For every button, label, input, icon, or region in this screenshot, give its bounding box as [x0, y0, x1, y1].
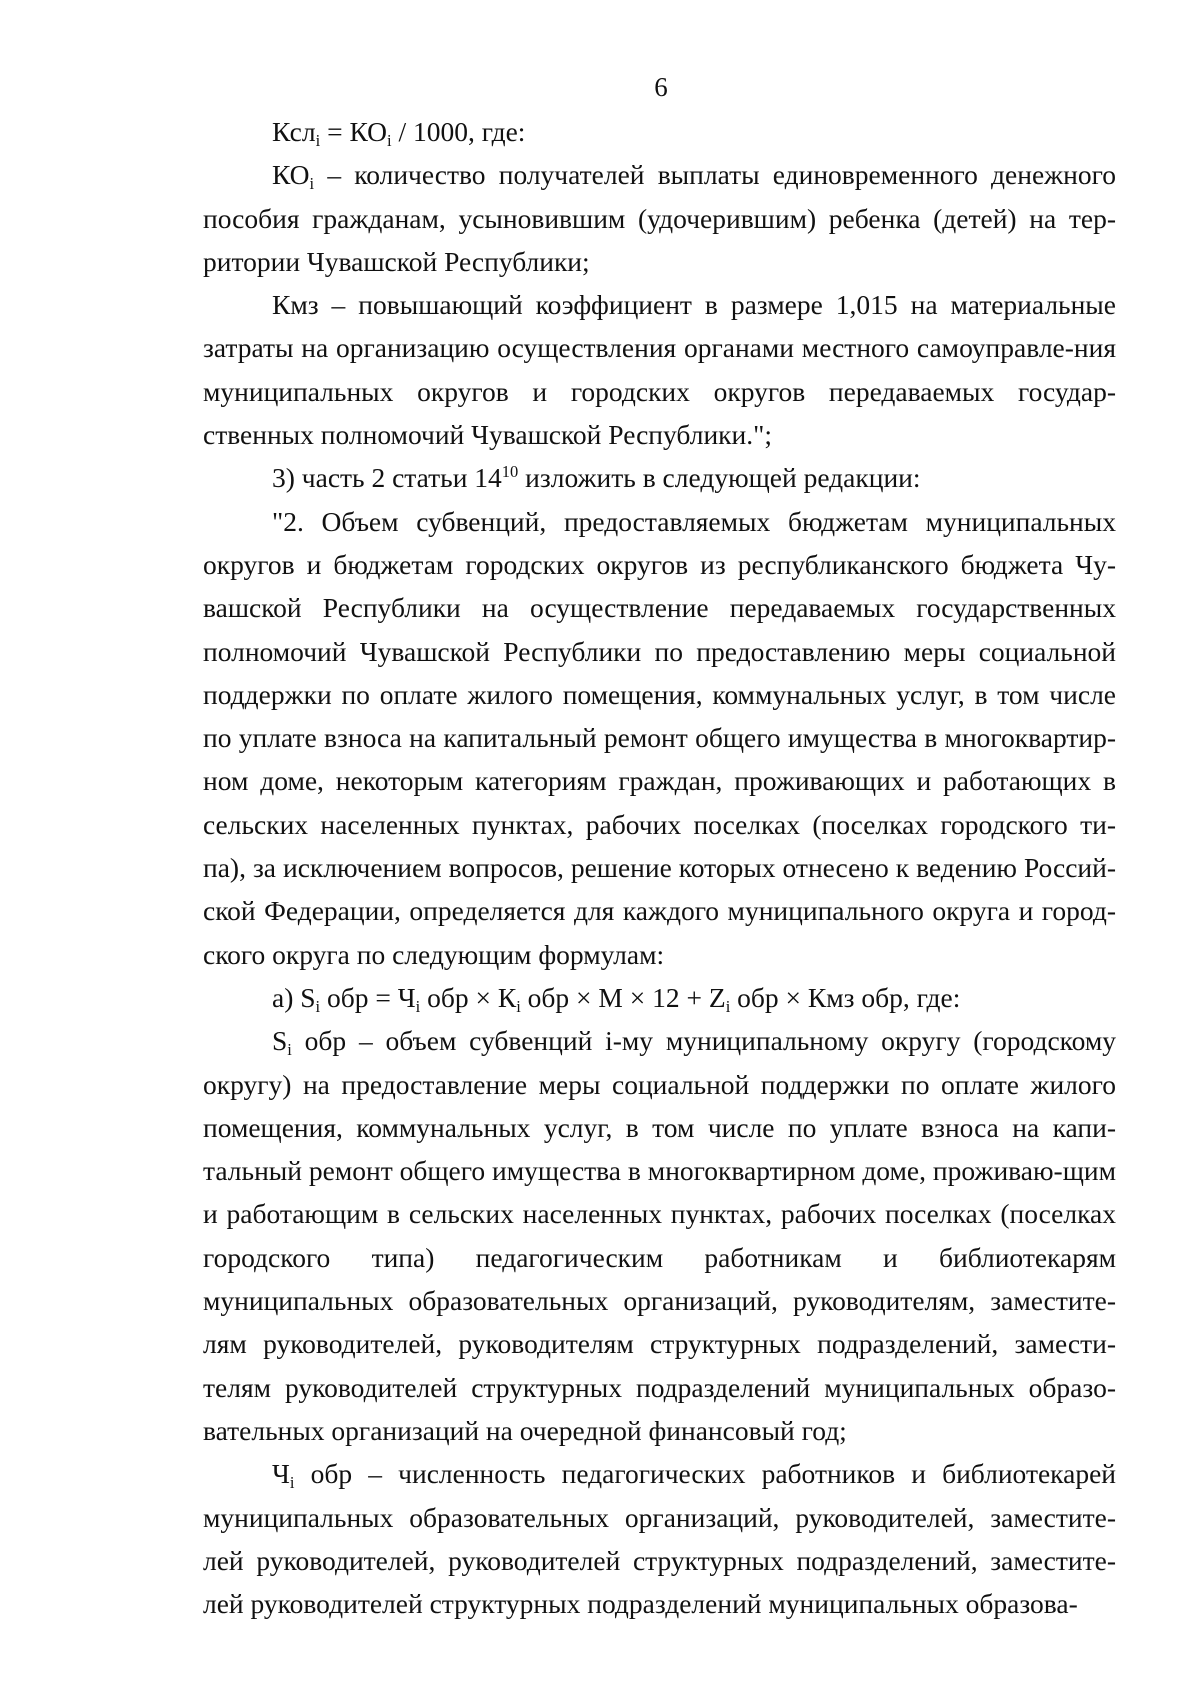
definition-ko: $КО_i$ – количество получателей выплаты единовременного денежного пособия гражданам, усыновившим (удочерившим) ребенка (детей) на тер-ритории Чувашской Республики;: [203, 159, 1116, 277]
amendment-item-3: 3) часть 2 статьи $14^{10}$ изложить в следующей редакции:: [272, 462, 921, 494]
definition-chi: $Ч_i$ обр – численность педагогических работников и библиотекарей муниципальных образовательных организаций, руководителей, заместите-лей руководителей, руководителей структурных подразделений, заместите-лей руководителей структурных подразделений муниципальных образова-: [203, 1458, 1116, 1620]
formula-ksl: $Ксл_i = КО_i / 1000$, где:: [272, 116, 526, 150]
page-number: 6: [654, 72, 668, 102]
subvention-volume-paragraph: "2. Объем субвенций, предоставляемых бюджетам муниципальных округов и бюджетам городских округов из республиканского бюджета Чу-вашской Республики на осуществление передаваемых государственных полномочий Чувашской Республики по предоставлению меры социальной поддержки по оплате жилого помещения, коммунальных услуг, в том числе по уплате взноса на капитальный ремонт общего имущества в многоквартир-ном доме, некоторым категориям граждан, проживающих и работающих в сельских населенных пунктах, рабочих поселках (поселках городского ти-па), за исключением вопросов, решение которых отнесено к ведению Россий-ской Федерации, определяется для каждого муниципального округа и город-ского округа по следующим формулам:: [203, 505, 1116, 970]
document-body: [203, 110, 1116, 1625]
definition-si: $S_i$ обр – объем субвенций i-му муниципальному округу (городскому округу) на предоставление меры социальной поддержки по оплате жилого помещения, коммунальных услуг, в том числе по уплате взноса на капи-тальный ремонт общего имущества в многоквартирном доме, проживаю-щим и работающим в сельских населенных пунктах, рабочих поселках (поселках городского типа) педагогическим работникам и библиотекарям муниципальных образовательных организаций, руководителям, заместите-лям руководителей, руководителям структурных подразделений, замести-телям руководителей структурных подразделений муниципальных образо-вательных организаций на очередной финансовый год;: [203, 1025, 1116, 1446]
formula-si: а) $S_i$ обр = $Ч_i$ обр × $К_i$ обр × $M \times 12 + Z_i$ обр × Кмз обр, где:: [272, 981, 961, 1016]
definition-kmz: Кмз – повышающий коэффициент в размере 1,015 на материальные затраты на организацию осуществления органами местного самоуправле-ния муниципальных округов и городских округов передаваемых государ-ственных полномочий Чувашской Республики.";: [203, 289, 1116, 451]
